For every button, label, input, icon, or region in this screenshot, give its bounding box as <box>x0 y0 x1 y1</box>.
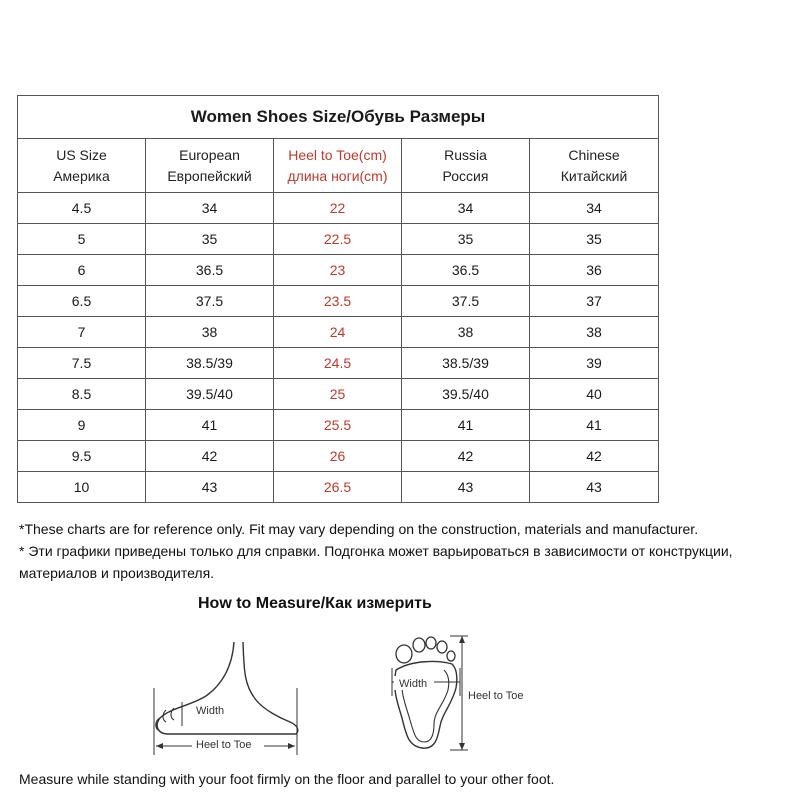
cell-european: 43 <box>146 472 274 503</box>
cell-heel-to-toe: 23.5 <box>274 286 402 317</box>
cell-russia: 34 <box>402 193 530 224</box>
cell-heel-to-toe: 23 <box>274 255 402 286</box>
cell-chinese: 36 <box>530 255 659 286</box>
cell-chinese: 34 <box>530 193 659 224</box>
cell-heel-to-toe: 24 <box>274 317 402 348</box>
table-row <box>18 441 659 472</box>
sole-length-label: Heel to Toe <box>468 690 524 702</box>
side-length-label: Heel to Toe <box>196 739 252 751</box>
cell-chinese: 41 <box>530 410 659 441</box>
cell-european: 38 <box>146 317 274 348</box>
cell-heel-to-toe: 26 <box>274 441 402 472</box>
cell-russia: 41 <box>402 410 530 441</box>
table-header-row <box>18 139 659 193</box>
table-row <box>18 193 659 224</box>
table-title: Women Shoes Size/Обувь Размеры <box>18 96 659 139</box>
cell-chinese: 42 <box>530 441 659 472</box>
disclaimer-english: *These charts are for reference only. Fit may vary depending on the construction, materials and manufacturer. <box>19 521 699 537</box>
cell-chinese: 40 <box>530 379 659 410</box>
measure-instruction: Measure while standing with your foot firmly on the floor and parallel to your other foot. <box>19 771 555 787</box>
cell-european: 42 <box>146 441 274 472</box>
side-width-label: Width <box>196 705 225 717</box>
cell-us: 7.5 <box>18 348 146 379</box>
cell-european: 41 <box>146 410 274 441</box>
cell-us: 10 <box>18 472 146 503</box>
cell-european: 36.5 <box>146 255 274 286</box>
cell-russia: 43 <box>402 472 530 503</box>
cell-heel-to-toe: 25 <box>274 379 402 410</box>
cell-us: 4.5 <box>18 193 146 224</box>
cell-chinese: 37 <box>530 286 659 317</box>
table-row <box>18 472 659 503</box>
header-european: European Европейский <box>146 139 274 193</box>
cell-russia: 35 <box>402 224 530 255</box>
cell-heel-to-toe: 24.5 <box>274 348 402 379</box>
side-foot-outline <box>157 642 298 734</box>
cell-european: 38.5/39 <box>146 348 274 379</box>
cell-european: 37.5 <box>146 286 274 317</box>
cell-european: 35 <box>146 224 274 255</box>
cell-chinese: 43 <box>530 472 659 503</box>
cell-heel-to-toe: 22.5 <box>274 224 402 255</box>
cell-us: 5 <box>18 224 146 255</box>
cell-us: 9.5 <box>18 441 146 472</box>
table-row <box>18 348 659 379</box>
cell-russia: 36.5 <box>402 255 530 286</box>
table-row <box>18 224 659 255</box>
cell-heel-to-toe: 22 <box>274 193 402 224</box>
header-heel-to-toe: Heel to Toe(cm) длина ноги(cm) <box>274 139 402 193</box>
cell-us: 6 <box>18 255 146 286</box>
cell-european: 34 <box>146 193 274 224</box>
cell-russia: 37.5 <box>402 286 530 317</box>
cell-russia: 38 <box>402 317 530 348</box>
table-row <box>18 286 659 317</box>
cell-chinese: 38 <box>530 317 659 348</box>
cell-heel-to-toe: 26.5 <box>274 472 402 503</box>
cell-chinese: 35 <box>530 224 659 255</box>
sole-width-label: Width <box>399 678 428 690</box>
table-row <box>18 255 659 286</box>
cell-european: 39.5/40 <box>146 379 274 410</box>
cell-us: 7 <box>18 317 146 348</box>
cell-chinese: 39 <box>530 348 659 379</box>
sole-diagram <box>372 630 542 760</box>
header-russia: Russia Россия <box>402 139 530 193</box>
cell-us: 6.5 <box>18 286 146 317</box>
disclaimer-notes <box>19 518 794 584</box>
cell-heel-to-toe: 25.5 <box>274 410 402 441</box>
cell-russia: 42 <box>402 441 530 472</box>
measure-title: How to Measure/Как измерить <box>198 595 432 612</box>
header-us-size: US Size Америка <box>18 139 146 193</box>
header-chinese: Chinese Китайский <box>530 139 659 193</box>
side-foot-diagram <box>140 630 320 760</box>
cell-us: 9 <box>18 410 146 441</box>
table-row <box>18 317 659 348</box>
cell-us: 8.5 <box>18 379 146 410</box>
disclaimer-russian: * Эти графики приведены только для справки. Подгонка может варьироваться в зависимости от конструкции, материалов и производителя. <box>19 543 733 581</box>
table-row <box>18 410 659 441</box>
cell-russia: 39.5/40 <box>402 379 530 410</box>
table-row <box>18 379 659 410</box>
cell-russia: 38.5/39 <box>402 348 530 379</box>
size-chart-table <box>17 95 659 503</box>
